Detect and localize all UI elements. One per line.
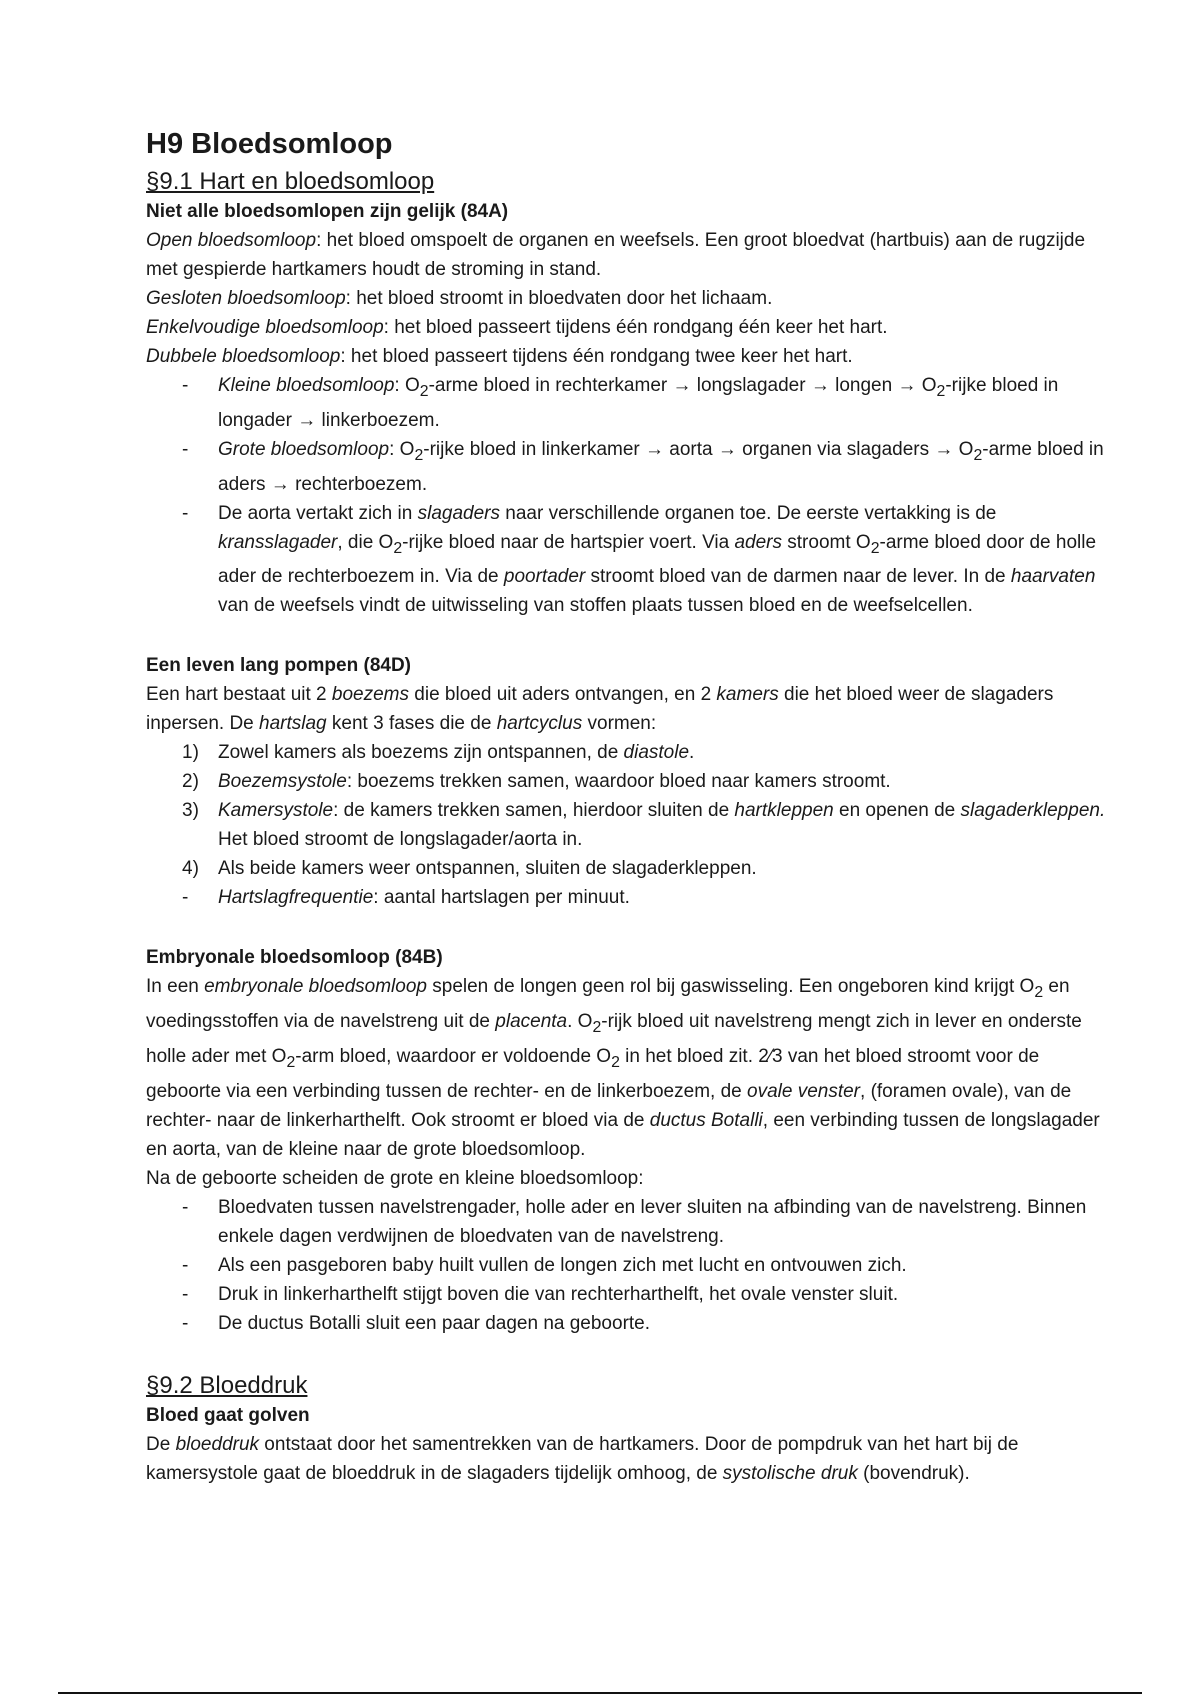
- list-item: - Bloedvaten tussen navelstrengader, holle ader en lever sluiten na afbinding van de navelstreng. Binnen enkele dagen verdwijnen de bloedvaten van de navelstreng.: [146, 1193, 1106, 1251]
- chapter-title: H9 Bloedsomloop: [146, 128, 393, 160]
- bullet-marker: -: [182, 1254, 189, 1276]
- number-marker: 2): [182, 771, 199, 793]
- list-item: - De ductus Botalli sluit een paar dagen na geboorte.: [146, 1309, 1106, 1338]
- page-bottom-rule: [58, 1692, 1142, 1694]
- subheading-84b: Embryonale bloedsomloop (84B): [146, 947, 443, 969]
- list-item: 1) Zowel kamers als boezems zijn ontspannen, de diastole.: [146, 738, 1106, 767]
- document-page: [146, 126, 1106, 1488]
- bullet-list-bloedsomloop: [146, 371, 1106, 620]
- bullet-marker: -: [182, 1196, 189, 1218]
- list-item: 3) Kamersystole: de kamers trekken samen, hierdoor sluiten de hartkleppen en openen de slagaderkleppen. Het bloed stroomt de longslagader/aorta in.: [146, 796, 1106, 854]
- term: Dubbele bloedsomloop: [146, 346, 341, 367]
- list-item: - Grote bloedsomloop: $O_2$-rijke bloed in linkerkamer → aorta → organen via slagaders → $O_2$-arme bloed in aders → rechterboezem.: [146, 435, 1106, 499]
- paragraph-hart: Een hart bestaat uit 2 boezems die bloed uit aders ontvangen, en 2 kamers die het bloed weer de slagaders inpersen. De hartslag kent 3 fases die de hartcyclus vormen:: [146, 684, 1054, 735]
- bullet-list-geboorte: [146, 1193, 1106, 1338]
- list-item: - Kleine bloedsomloop: $O_2$-arme bloed in rechterkamer → longslagader → longen → $O_2$-rijke bloed in longader → linkerboezem.: [146, 371, 1106, 435]
- paragraph-embryonaal: In een embryonale bloedsomloop spelen de longen geen rol bij gaswisseling. Een ongeboren kind krijgt $O_2$ en voedingsstoffen via de navelstreng uit de placenta. $O_2$-rijk bloed uit navelstreng mengt zich in lever en onderste holle ader met $O_2$-arm bloed, waardoor er voldoende $O_2$ in het bloed zit. 2⁄3 van het bloed stroomt voor de geboorte via een verbinding tussen de rechter- en de linkerboezem, de ovale venster, (foramen ovale), van de rechter- naar de linkerharthelft. Ook stroomt er bloed via de ductus Botalli, een verbinding tussen de longslagader en aorta, van de kleine naar de grote bloedsomloop.: [146, 976, 1100, 1160]
- term: Open bloedsomloop: [146, 230, 317, 251]
- list-item: 2) Boezemsystole: boezems trekken samen, waardoor bloed naar kamers stroomt.: [146, 767, 1106, 796]
- bullet-marker: -: [182, 887, 189, 909]
- spacer: [146, 912, 1106, 944]
- paragraph-enkelvoudig: Enkelvoudige bloedsomloop: het bloed passeert tijdens één rondgang één keer het hart.: [146, 317, 888, 338]
- paragraph-gesloten: Gesloten bloedsomloop: het bloed stroomt in bloedvaten door het lichaam.: [146, 288, 773, 309]
- paragraph-open: Open bloedsomloop: het bloed omspoelt de organen en weefsels. Een groot bloedvat (hartbuis) aan de rugzijde met gespierde hartkamers houdt de stroming in stand.: [146, 230, 1086, 280]
- list-item: 4) Als beide kamers weer ontspannen, sluiten de slagaderkleppen.: [146, 854, 1106, 883]
- bullet-marker: -: [182, 1283, 189, 1305]
- section-heading-9-1: §9.1 Hart en bloedsomloop: [146, 168, 435, 195]
- spacer: [146, 620, 1106, 652]
- paragraph-na-geboorte: Na de geboorte scheiden de grote en kleine bloedsomloop:: [146, 1167, 644, 1189]
- subheading-84a: Niet alle bloedsomlopen zijn gelijk (84A): [146, 201, 509, 222]
- term: Gesloten bloedsomloop: [146, 288, 346, 309]
- numbered-list-hartcyclus: [146, 738, 1106, 912]
- number-marker: 4): [182, 858, 199, 880]
- term: Enkelvoudige bloedsomloop: [146, 317, 384, 338]
- subheading-bloed-gaat-golven: Bloed gaat golven: [146, 1404, 310, 1426]
- number-marker: 1): [182, 742, 199, 764]
- list-item: - De aorta vertakt zich in slagaders naar verschillende organen toe. De eerste vertakking is de kransslagader, die $O_2$-rijke bloed naar de hartspier voert. Via aders stroomt $O_2$-arme bloed door de holle ader de rechterboezem in. Via de poortader stroomt bloed van de darmen naar de lever. In de haarvaten van de weefsels vindt de uitwisseling van stoffen plaats tussen bloed en de weefselcellen.: [146, 499, 1106, 621]
- number-marker: 3): [182, 800, 199, 822]
- bullet-marker: -: [182, 502, 189, 524]
- spacer: [146, 1338, 1106, 1370]
- list-item: - Als een pasgeboren baby huilt vullen de longen zich met lucht en ontvouwen zich.: [146, 1251, 1106, 1280]
- subheading-84d: Een leven lang pompen (84D): [146, 655, 411, 677]
- list-item: - Hartslagfrequentie: aantal hartslagen per minuut.: [146, 883, 1106, 912]
- bullet-marker: -: [182, 438, 189, 460]
- section-heading-9-2: §9.2 Bloeddruk: [146, 1371, 308, 1399]
- list-item: - Druk in linkerharthelft stijgt boven die van rechterharthelft, het ovale venster sluit.: [146, 1280, 1106, 1309]
- bullet-marker: -: [182, 375, 189, 396]
- paragraph-bloeddruk: De bloeddruk ontstaat door het samentrekken van de hartkamers. Door de pompdruk van het hart bij de kamersystole gaat de bloeddruk in de slagaders tijdelijk omhoog, de systolische druk (bovendruk).: [146, 1433, 1019, 1484]
- paragraph-dubbel: Dubbele bloedsomloop: het bloed passeert tijdens één rondgang twee keer het hart.: [146, 346, 853, 367]
- bullet-marker: -: [182, 1312, 189, 1334]
